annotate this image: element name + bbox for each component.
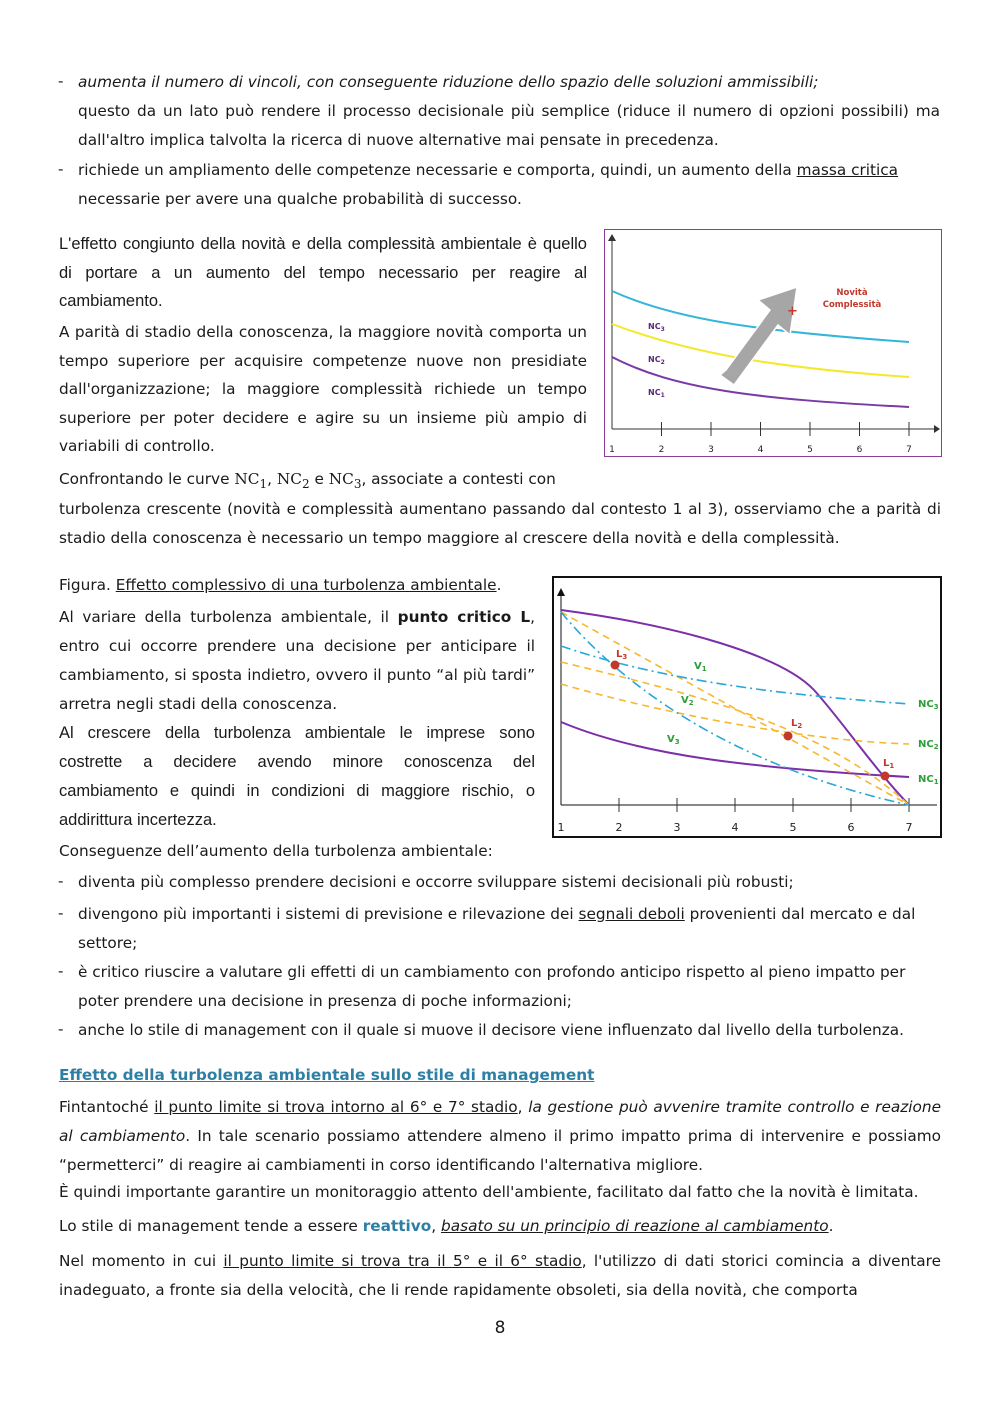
text: Nel momento in cui <box>59 1252 224 1270</box>
figure-2-caption <box>59 571 501 600</box>
bullet-1-continuation: questo da un lato può rendere il processo decisionale più semplice (riduce il numero di opzioni possibili) ma dall'altro implica talvolta la ricerca di nuove alternative mai pensate in precedenza. <box>78 102 940 149</box>
x-tick-label: 6 <box>856 445 863 455</box>
text: divengono più importanti i sistemi di previsione e rilevazione dei <box>78 905 579 923</box>
text: è critico riuscire a valutare gli effetti di un cambiamento con profondo anticipo rispetto al pieno impatto per <box>78 963 906 981</box>
punto-critico-term: punto critico L <box>397 608 531 626</box>
paragraph-confrontando-line1 <box>59 465 556 499</box>
label-sub: 1 <box>889 762 895 770</box>
paragraph-punto-critico <box>59 603 535 719</box>
massa-critica-term: massa critica <box>796 161 899 179</box>
text: poter prendere una decisione in presenza di poche informazioni; <box>78 992 572 1010</box>
arrow-plus-sign: + <box>787 304 798 319</box>
reattivo-term: reattivo <box>362 1217 432 1235</box>
bullet-dash: - <box>58 72 64 90</box>
text: , <box>517 1098 529 1116</box>
label-sub: 1 <box>933 778 939 786</box>
label-text: L <box>883 758 890 769</box>
bullet-2-text: richiede un ampliamento delle competenze necessarie e comporta, quindi, un aumento della <box>78 161 797 179</box>
paragraph-conseguenze: Conseguenze dell’aumento della turbolenza ambientale: <box>59 842 493 860</box>
caption-suffix: . <box>496 576 502 594</box>
label-text: NC <box>648 355 661 364</box>
bullet-dash: - <box>58 962 64 980</box>
point-l2 <box>784 732 793 741</box>
bullet-dash: - <box>58 872 64 890</box>
label-text: V <box>681 695 689 706</box>
label-text: L <box>791 718 798 729</box>
paragraph-confrontando-rest: turbolenza crescente (novità e complessità aumentano passando dal contesto 1 al 3), osserviamo che a parità di stadio della conoscenza è necessario un tempo maggiore al crescere della novità e della complessità. <box>59 500 941 547</box>
bullet-2-tail: necessarie per avere una qualche probabilità di successo. <box>78 190 522 208</box>
x-tick-label: 7 <box>905 821 913 834</box>
label-text: NC <box>648 388 661 397</box>
label-text: V <box>694 661 702 672</box>
bullet-decisioni: diventa più complesso prendere decisioni e occorre sviluppare sistemi decisionali più robusti; <box>78 873 794 891</box>
point-l1 <box>881 772 890 781</box>
italic-underlined-text: basato su un principio di reazione al cambiamento <box>441 1217 829 1235</box>
underlined-text: il punto limite si trova tra il 5° e il 6° stadio <box>223 1252 582 1270</box>
label-text: NC <box>918 699 934 710</box>
text: settore; <box>78 934 138 952</box>
label-sub: 1 <box>660 392 665 399</box>
bullet-anticipo <box>78 958 958 1016</box>
text: , associate a contesti con <box>361 470 556 488</box>
bullet-dash: - <box>58 160 64 178</box>
nc3-label: NC <box>328 470 354 488</box>
text: provenienti dal mercato e dal <box>684 905 916 923</box>
bullet-2 <box>78 156 940 214</box>
text: . In tale scenario possiamo attendere almeno il primo impatto prima di intervenire e possiamo “permetterci” di reagire ai cambiamenti in corso identificando l'alternativa migliore. <box>59 1127 942 1174</box>
point-l3 <box>611 661 620 670</box>
text: Lo stile di management tende a essere <box>59 1217 363 1235</box>
x-tick-label: 4 <box>731 821 739 834</box>
text: e <box>309 470 329 488</box>
text: , <box>431 1217 442 1235</box>
bullet-dash: - <box>58 1020 64 1038</box>
bullet-stile: anche lo stile di management con il quale si muove il decisore viene influenzato dal livello della turbolenza. <box>78 1021 904 1039</box>
underlined-text: il punto limite si trova intorno al 6° e 7° stadio <box>154 1098 518 1116</box>
x-tick-label: 5 <box>789 821 797 834</box>
annotation-novita: Novità <box>836 288 868 298</box>
label-text: NC <box>648 322 661 331</box>
text: . <box>828 1217 834 1235</box>
x-tick-label: 6 <box>847 821 855 834</box>
label-text: NC <box>918 774 934 785</box>
bullet-dash: - <box>58 904 64 922</box>
section-heading: Effetto della turbolenza ambientale sullo stile di management <box>59 1066 595 1084</box>
x-tick-label: 2 <box>658 445 665 455</box>
label-text: NC <box>918 739 934 750</box>
paragraph-punto-limite-5-6 <box>59 1247 941 1305</box>
nc1-label: NC <box>234 470 260 488</box>
paragraph-turbolenza-crescente: Al crescere della turbolenza ambientale le imprese sono costrette a decidere avendo minore conoscenza del cambiamento e quindi in condizioni di maggiore rischio, o addirittura incertezza. <box>59 724 535 829</box>
bullet-1-emphasis: aumenta il numero di vincoli, con conseguente riduzione dello spazio delle soluzioni ammissibili; <box>78 73 819 91</box>
nc1-sub: 1 <box>259 477 268 492</box>
label-sub: 3 <box>933 703 939 711</box>
figure-1-border <box>605 230 942 457</box>
text: , entro cui occorre prendere una decisione per anticipare il cambiamento, si sposta indietro, ovvero il punto “al più tardi” arretra negli stadi della conoscenza. <box>59 608 535 713</box>
figure-1-chart <box>604 229 942 457</box>
paragraph-effetto-congiunto: L'effetto congiunto della novità e della complessità ambientale è quello di portare a un aumento del tempo necessario per reagire al cambiamento. <box>59 235 587 310</box>
annotation-complessita: Complessità <box>822 300 882 310</box>
caption-title: Effetto complessivo di una turbolenza ambientale <box>115 576 497 594</box>
x-tick-label: 2 <box>615 821 623 834</box>
paragraph-fintantoche <box>59 1093 941 1180</box>
label-text: V <box>667 734 675 745</box>
page-number: 8 <box>494 1318 506 1338</box>
text: , l'utilizzo di dati storici comincia a diventare inadeguato, a fronte sia della velocità, che li rende rapidamente obsoleti, sia della novità, che comporta <box>59 1252 941 1299</box>
caption-prefix: Figura. <box>59 576 116 594</box>
figure-2-border <box>553 577 941 837</box>
x-tick-label: 4 <box>757 445 764 455</box>
x-tick-label: 7 <box>906 445 912 455</box>
segnali-deboli-term: segnali deboli <box>578 905 685 923</box>
text: Al variare della turbolenza ambientale, il <box>59 608 398 626</box>
paragraph-stile-reattivo <box>59 1212 833 1241</box>
figure-2-chart <box>552 576 942 838</box>
text: Confrontando le curve <box>59 470 235 488</box>
nc2-label: NC <box>276 470 302 488</box>
nc3-sub: 3 <box>353 477 362 492</box>
paragraph-parita-stadio: A parità di stadio della conoscenza, la maggiore novità comporta un tempo superiore per acquisire competenze nuove non presidiate dall'organizzazione; la maggiore complessità richiede un tempo superiore per poter decidere e agire su un insieme più ampio di variabili di controllo. <box>59 323 587 455</box>
label-text: L <box>616 649 623 660</box>
nc2-sub: 2 <box>301 477 310 492</box>
x-tick-label: 3 <box>708 445 714 455</box>
text: Fintantoché <box>59 1098 155 1116</box>
x-tick-label: 5 <box>807 445 813 455</box>
bullet-segnali-deboli <box>78 900 940 958</box>
text: , <box>267 470 277 488</box>
label-sub: 3 <box>660 326 665 333</box>
x-tick-label: 3 <box>673 821 681 834</box>
label-sub: 2 <box>660 359 665 366</box>
x-tick-label: 1 <box>557 821 565 834</box>
x-tick-label: 1 <box>609 445 615 455</box>
label-sub: 2 <box>688 699 694 707</box>
paragraph-monitoraggio: È quindi importante garantire un monitoraggio attento dell'ambiente, facilitato dal fatto che la novità è limitata. <box>59 1183 919 1201</box>
label-sub: 3 <box>622 653 628 661</box>
label-sub: 1 <box>701 665 707 673</box>
italic-text: la gestione può avvenire tramite controllo e reazione al cambiamento <box>59 1098 941 1145</box>
label-sub: 3 <box>674 738 680 746</box>
label-sub: 2 <box>933 743 939 751</box>
label-sub: 2 <box>797 722 803 730</box>
